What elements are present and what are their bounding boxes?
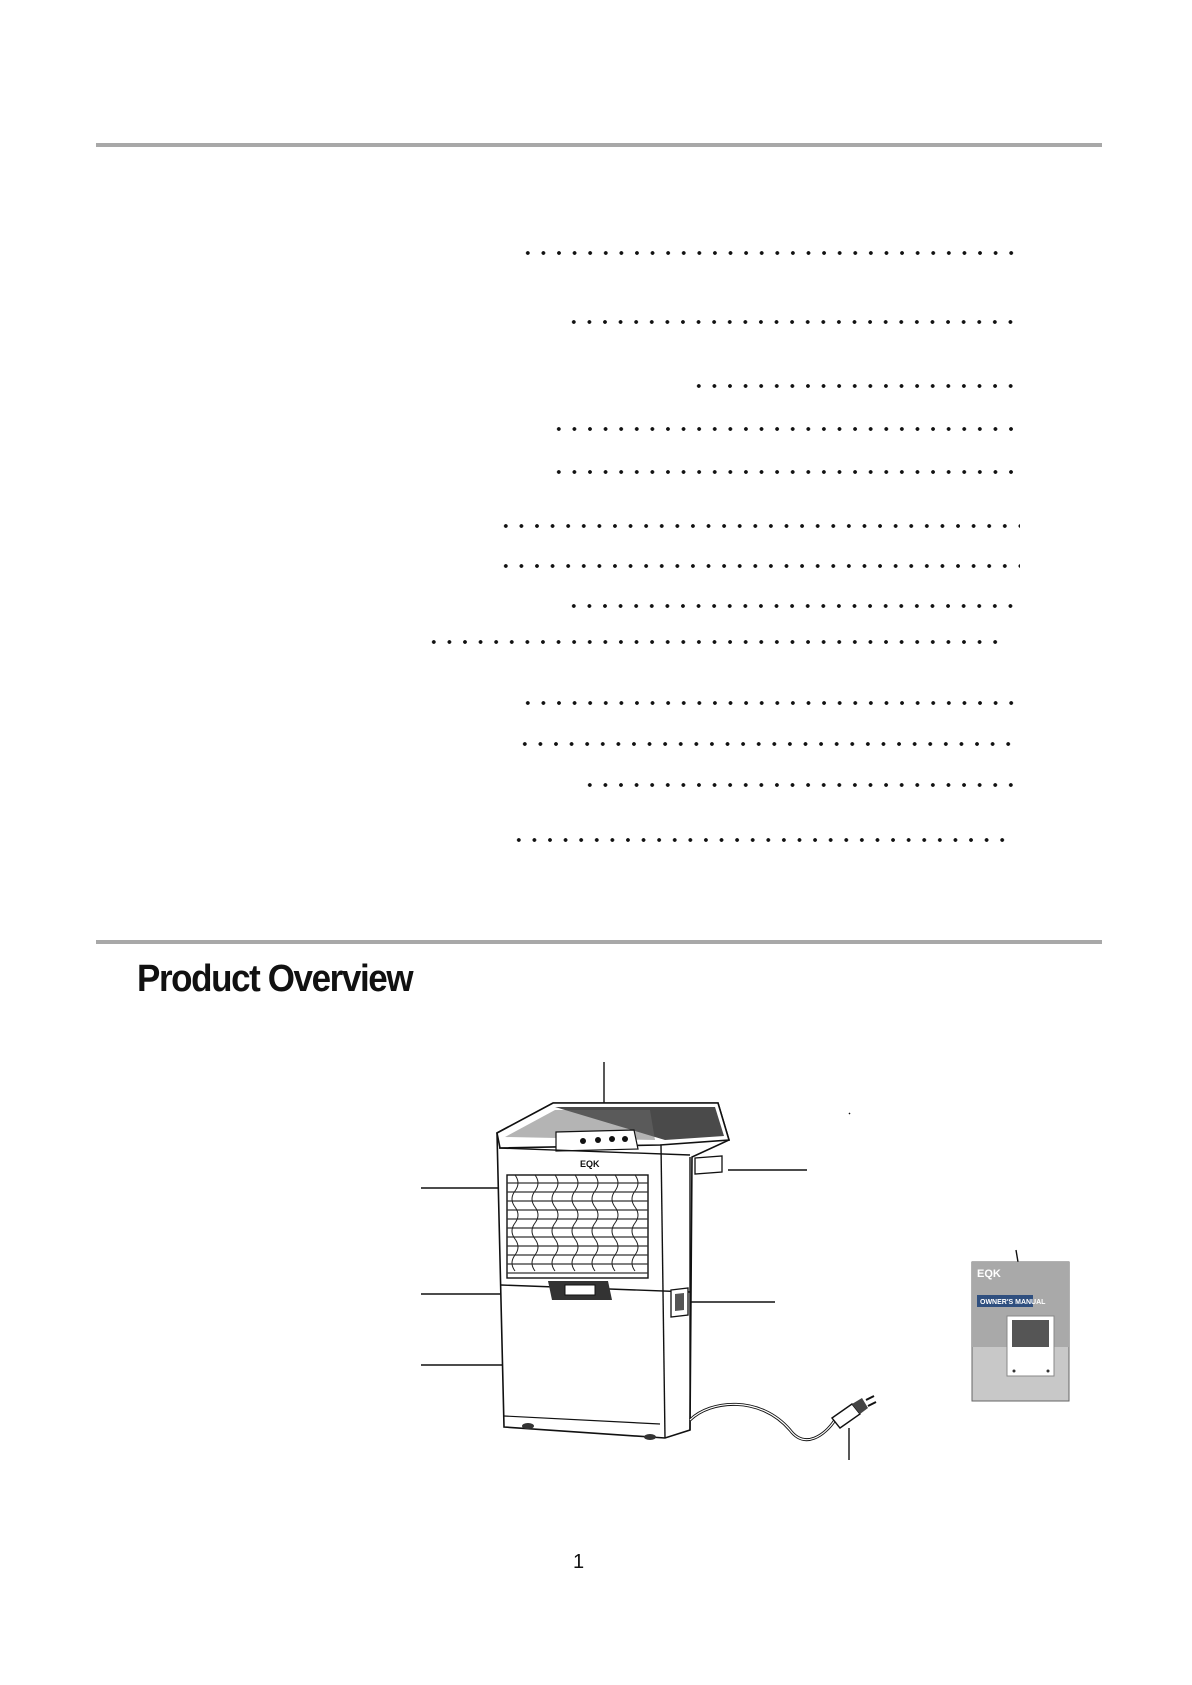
manual-cover-title: OWNER'S MANUAL (980, 1299, 1046, 1306)
manual-brand-logo: EQK (977, 1268, 1001, 1280)
brand-logo: EQK (580, 1159, 600, 1169)
owners-manual-illustration (972, 1262, 1069, 1401)
power-plug (832, 1396, 876, 1428)
page-number: 1 (573, 1551, 585, 1573)
dehumidifier-illustration (497, 1103, 876, 1440)
section-title: Product Overview (137, 958, 413, 1000)
